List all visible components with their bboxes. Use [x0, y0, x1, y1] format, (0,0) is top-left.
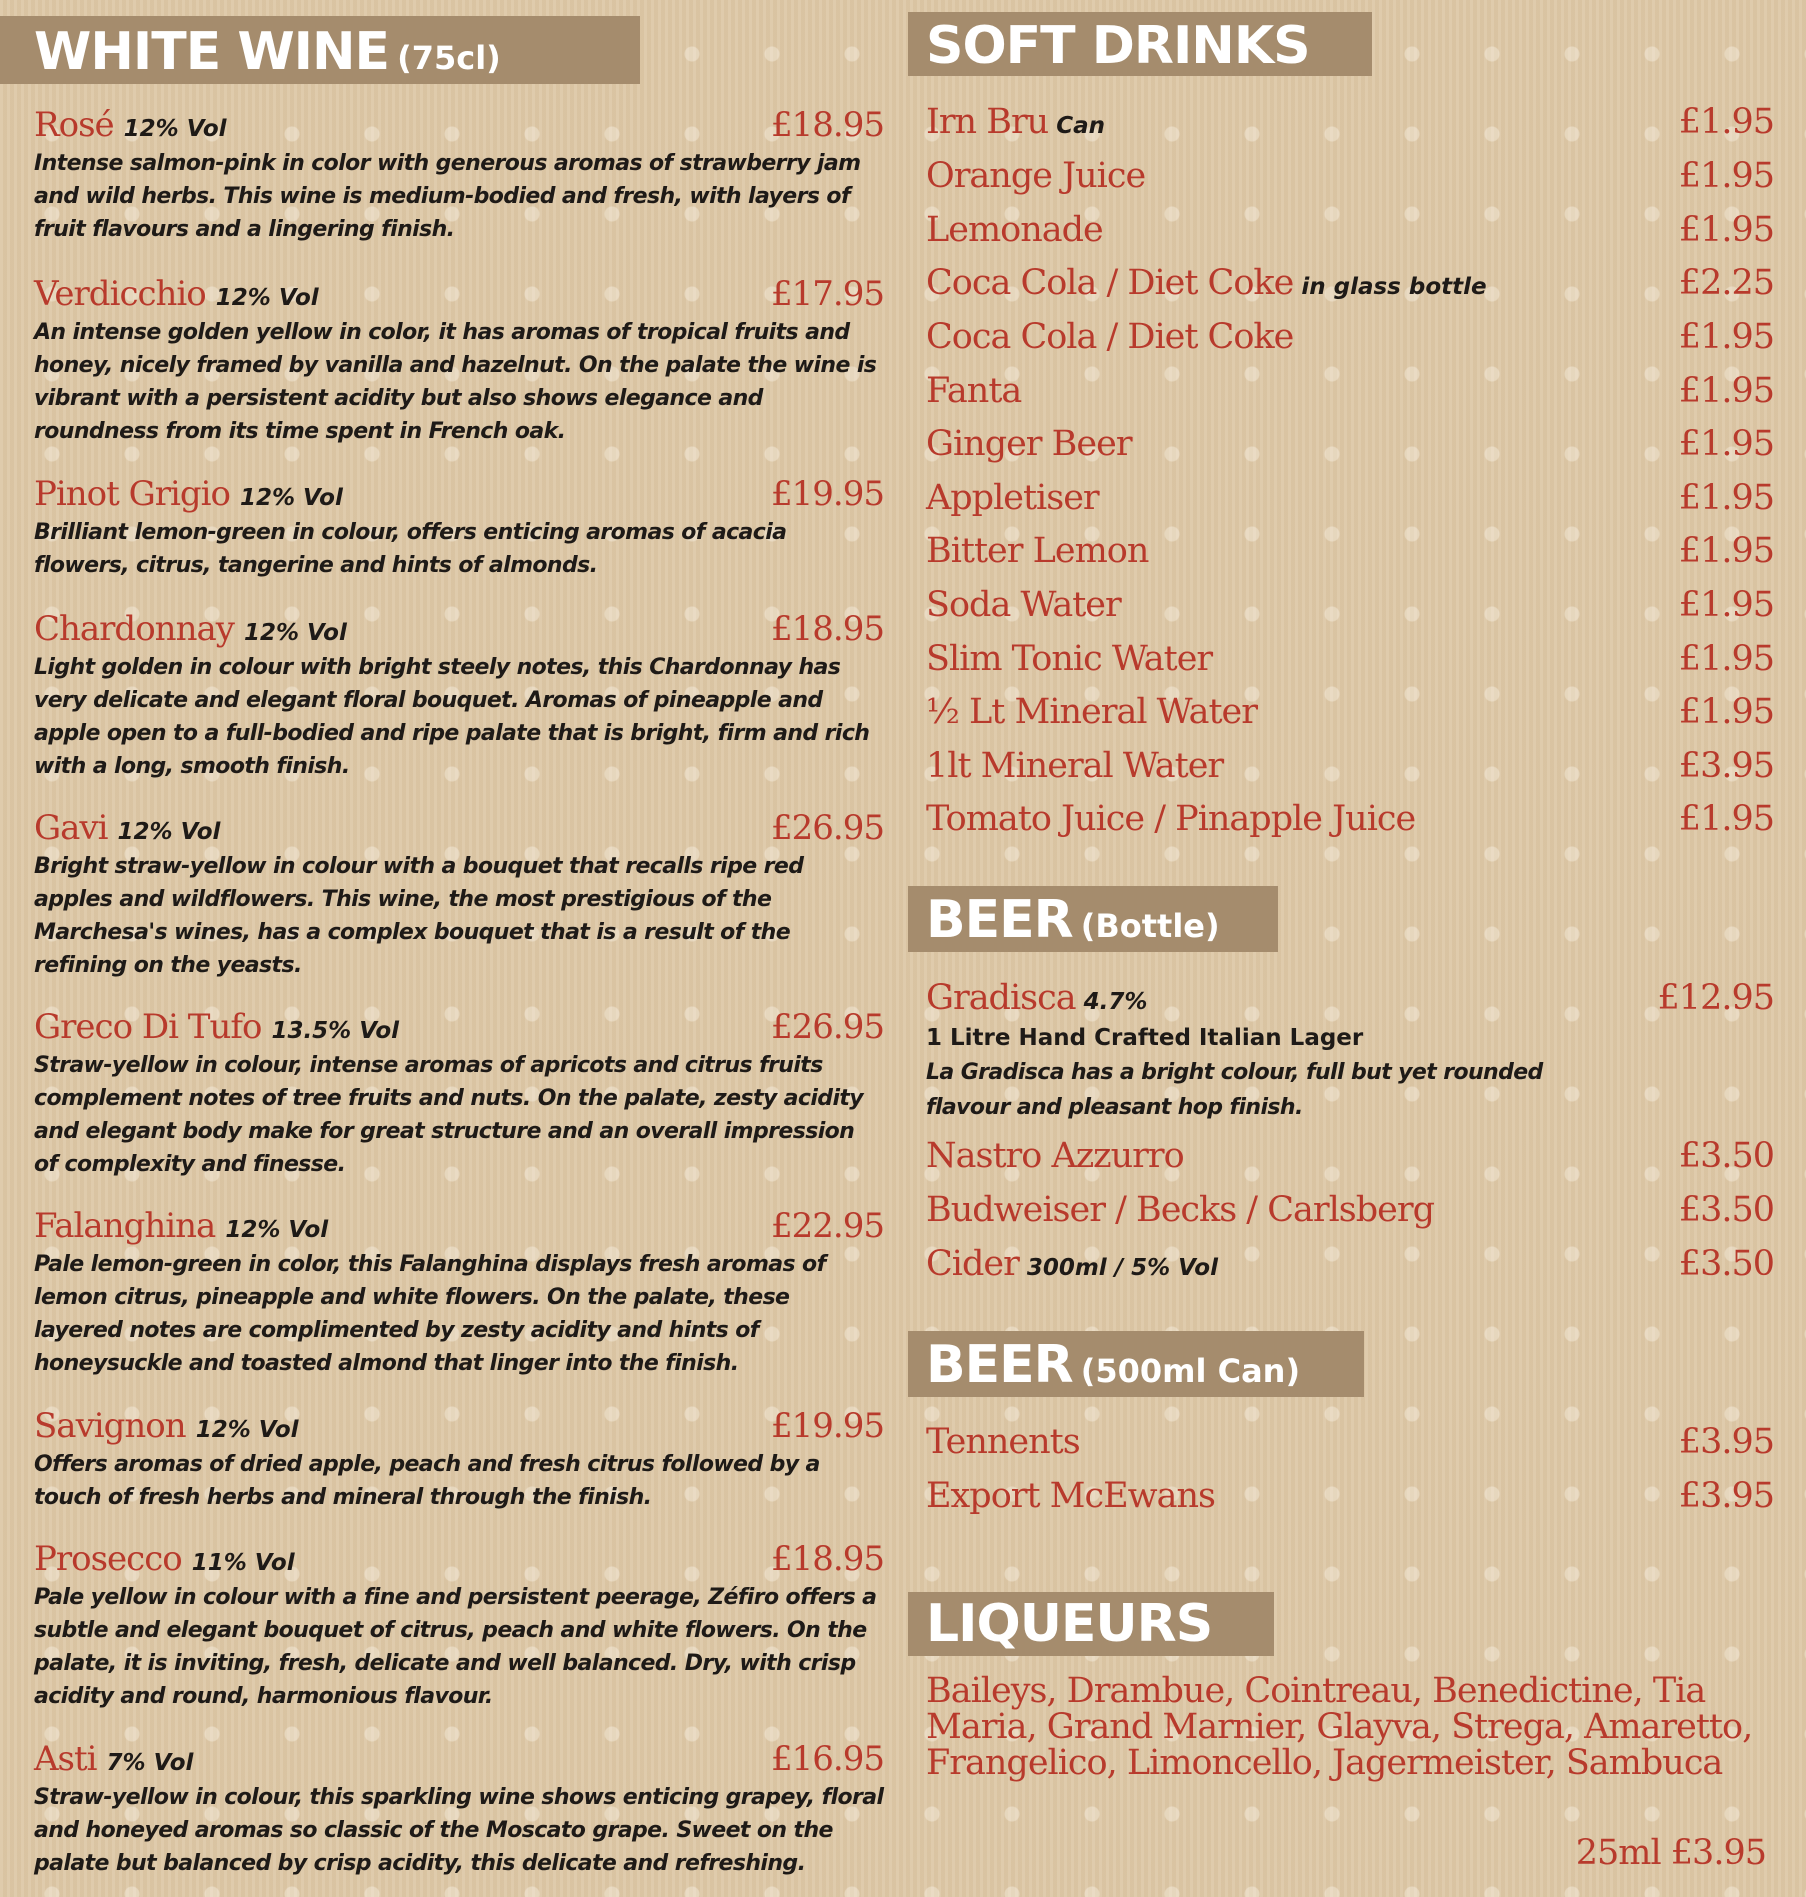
drink-price: £1.95: [1678, 478, 1774, 518]
wine-price: £18.95: [771, 105, 884, 145]
wine-description: Offers aromas of dried apple, peach and fresh citrus followed by a touch of fresh herbs and mineral through the finish.: [34, 1452, 820, 1510]
wine-price: £26.95: [771, 1007, 884, 1047]
wine-description: Light golden in colour with bright steely notes, this Chardonnay has very delicate and elegant floral bouquet. Aromas of pineapple and apple open to a full-bodied and ripe palate that is bright, firm and rich with a long, smooth finish.: [34, 655, 870, 779]
list-item: [926, 978, 1774, 1028]
white-wine-header: [0, 16, 640, 84]
wine-description: Bright straw-yellow in colour with a bouquet that recalls ripe red apples and wildflowers. This wine, the most prestigious of the Marchesa's wines, has a complex bouquet that is a result of the refining on the yeasts.: [34, 854, 804, 978]
list-item: [926, 531, 1774, 581]
wine-name: Pinot Grigio: [34, 474, 230, 514]
wine-name: Falanghina: [34, 1206, 216, 1246]
wine-item: [34, 1206, 884, 1380]
wine-price: £16.95: [771, 1739, 884, 1779]
wine-price: £22.95: [771, 1206, 884, 1246]
wine-name: Prosecco: [34, 1539, 182, 1579]
wine-name: Greco Di Tufo: [34, 1007, 262, 1047]
drink-name: 1lt Mineral Water: [926, 746, 1224, 786]
wine-price: £26.95: [771, 808, 884, 848]
wine-item: [34, 808, 884, 982]
wine-price: £18.95: [771, 1539, 884, 1579]
drink-price: £1.95: [1678, 585, 1774, 625]
drink-price: £1.95: [1678, 210, 1774, 250]
wine-abv: 12% Vol: [215, 285, 319, 311]
wine-item: [34, 105, 884, 246]
beer-can-header: [908, 1331, 1364, 1397]
drink-price: £1.95: [1678, 799, 1774, 839]
wine-description: Pale yellow in colour with a fine and persistent peerage, Zéfiro offers a subtle and elegant bouquet of citrus, peach and white flowers. On the palate, it is inviting, fresh, delicate and well balanced. Dry, with crisp acidity and round, harmonious flavour.: [34, 1585, 877, 1709]
drink-price: £3.95: [1678, 746, 1774, 786]
drink-name: ½ Lt Mineral Water: [926, 692, 1257, 732]
beer-name: Nastro Azzurro: [926, 1136, 1184, 1176]
beer-name: Budweiser / Becks / Carlsberg: [926, 1190, 1435, 1230]
wine-price: £19.95: [771, 1406, 884, 1446]
wine-item: [34, 1406, 884, 1514]
list-item: [926, 210, 1774, 260]
soft-drinks-title: SOFT DRINKS: [926, 16, 1310, 76]
wine-item: [34, 1007, 884, 1181]
list-item: [926, 585, 1774, 635]
drink-note: Can: [1056, 113, 1105, 139]
drink-price: £1.95: [1678, 639, 1774, 679]
wine-item: [34, 609, 884, 783]
wine-abv: 7% Vol: [106, 1750, 194, 1776]
white-wine-title: WHITE WINE: [34, 22, 390, 82]
drink-name: Tomato Juice / Pinapple Juice: [926, 799, 1416, 839]
beer-name: Gradisca: [926, 978, 1076, 1018]
soft-drinks-header: [908, 12, 1372, 76]
liqueurs-price: 25ml £3.95: [1575, 1833, 1766, 1873]
wine-item: [34, 474, 884, 582]
list-item: [926, 746, 1774, 796]
wine-abv: 12% Vol: [239, 485, 343, 511]
drink-price: £1.95: [1678, 424, 1774, 464]
beer-price: £3.50: [1678, 1136, 1774, 1176]
drink-name: Orange Juice: [926, 156, 1146, 196]
list-item: [926, 1190, 1774, 1240]
beer-can-title: BEER: [926, 1335, 1073, 1395]
list-item: [926, 639, 1774, 689]
wine-name: Savignon: [34, 1406, 186, 1446]
white-wine-subtitle: (75cl): [397, 39, 501, 77]
liqueurs-title: LIQUEURS: [926, 1594, 1213, 1654]
beer-bottle-title: BEER: [926, 890, 1073, 950]
drink-note: in glass bottle: [1301, 274, 1487, 300]
beer-name: Tennents: [926, 1422, 1080, 1462]
wine-abv: 12% Vol: [117, 819, 221, 845]
list-item: [926, 424, 1774, 474]
drink-price: £1.95: [1678, 156, 1774, 196]
beer-description: La Gradisca has a bright colour, full but yet rounded flavour and pleasant hop finish.: [926, 1060, 1543, 1120]
beer-price: £3.95: [1678, 1476, 1774, 1516]
beer-name: Export McEwans: [926, 1476, 1216, 1516]
beer-subtitle: 1 Litre Hand Crafted Italian Lager: [926, 1025, 1364, 1051]
drink-price: £1.95: [1678, 531, 1774, 571]
wine-item: [34, 1539, 884, 1713]
list-item: [926, 156, 1774, 206]
drink-name: Irn Bru: [926, 102, 1049, 142]
list-item: [926, 799, 1774, 849]
beer-price: £3.95: [1678, 1422, 1774, 1462]
beer-name: Cider: [926, 1244, 1019, 1284]
drink-name: Coca Cola / Diet Coke: [926, 317, 1294, 357]
wine-description: Brilliant lemon-green in colour, offers enticing aromas of acacia flowers, citrus, tangerine and hints of almonds.: [34, 520, 787, 578]
drink-price: £1.95: [1678, 317, 1774, 357]
drink-name: Slim Tonic Water: [926, 639, 1213, 679]
beer-note: 300ml / 5% Vol: [1026, 1255, 1218, 1281]
list-item: [926, 102, 1774, 152]
beer-price: £3.50: [1678, 1244, 1774, 1284]
drink-name: Ginger Beer: [926, 424, 1132, 464]
wine-item: [34, 1739, 884, 1880]
liqueurs-list: Baileys, Drambue, Cointreau, Benedictine, Tia Maria, Grand Marnier, Glayva, Strega, Amaretto, Frangelico, Limoncello, Jagermeister, Sambuca: [926, 1671, 1753, 1783]
list-item: [926, 1136, 1774, 1186]
wine-name: Chardonnay: [34, 609, 234, 649]
drink-name: Coca Cola / Diet Coke: [926, 263, 1294, 303]
wine-name: Gavi: [34, 808, 108, 848]
drink-price: £1.95: [1678, 692, 1774, 732]
drink-name: Lemonade: [926, 210, 1103, 250]
wine-description: An intense golden yellow in color, it has aromas of tropical fruits and honey, nicely framed by vanilla and hazelnut. On the palate the wine is vibrant with a persistent acidity but also shows elegance and roundness from its time spent in French oak.: [34, 320, 877, 444]
list-item: [926, 692, 1774, 742]
wine-name: Rosé: [34, 105, 114, 145]
liqueurs-header: [908, 1592, 1274, 1656]
beer-price: £3.50: [1678, 1190, 1774, 1230]
wine-description: Intense salmon-pink in color with generous aromas of strawberry jam and wild herbs. This wine is medium-bodied and fresh, with layers of fruit flavours and a lingering finish.: [34, 151, 861, 242]
wine-item: [34, 274, 884, 448]
list-item: [926, 1476, 1774, 1526]
wine-description: Pale lemon-green in color, this Falanghina displays fresh aromas of lemon citrus, pineapple and white flowers. On the palate, these layered notes are complimented by zesty acidity and hints of honeysuckle and toasted almond that linger into the finish.: [34, 1252, 826, 1376]
wine-price: £17.95: [771, 274, 884, 314]
wine-abv: 12% Vol: [195, 1417, 299, 1443]
list-item: [926, 317, 1774, 367]
list-item: [926, 1422, 1774, 1472]
list-item: [926, 263, 1774, 313]
wine-abv: 12% Vol: [243, 620, 347, 646]
drink-price: £1.95: [1678, 371, 1774, 411]
list-item: [926, 371, 1774, 421]
wine-abv: 13.5% Vol: [271, 1018, 400, 1044]
wine-name: Verdicchio: [34, 274, 206, 314]
beer-bottle-header: [908, 886, 1278, 952]
beer-abv: 4.7%: [1083, 989, 1148, 1015]
wine-name: Asti: [34, 1739, 97, 1779]
list-item: [926, 478, 1774, 528]
wine-abv: 11% Vol: [191, 1550, 295, 1576]
drink-name: Fanta: [926, 371, 1022, 411]
wine-price: £19.95: [771, 474, 884, 514]
beer-price: £12.95: [1657, 978, 1774, 1018]
drink-name: Soda Water: [926, 585, 1121, 625]
wine-description: Straw-yellow in colour, intense aromas of apricots and citrus fruits complement notes of tree fruits and nuts. On the palate, zesty acidity and elegant body make for great structure and an overall impression of complexity and finesse.: [34, 1053, 864, 1177]
wine-abv: 12% Vol: [123, 116, 227, 142]
beer-can-subtitle: (500ml Can): [1080, 1352, 1301, 1390]
drink-price: £1.95: [1678, 102, 1774, 142]
list-item: [926, 1244, 1774, 1294]
wine-abv: 12% Vol: [225, 1217, 329, 1243]
beer-bottle-subtitle: (Bottle): [1080, 907, 1220, 945]
wine-price: £18.95: [771, 609, 884, 649]
drink-name: Appletiser: [926, 478, 1099, 518]
wine-description: Straw-yellow in colour, this sparkling wine shows enticing grapey, floral and honeyed aromas so classic of the Moscato grape. Sweet on the palate but balanced by crisp acidity, this delicate and refreshing.: [34, 1785, 884, 1876]
drink-name: Bitter Lemon: [926, 531, 1149, 571]
drink-price: £2.25: [1678, 263, 1774, 303]
